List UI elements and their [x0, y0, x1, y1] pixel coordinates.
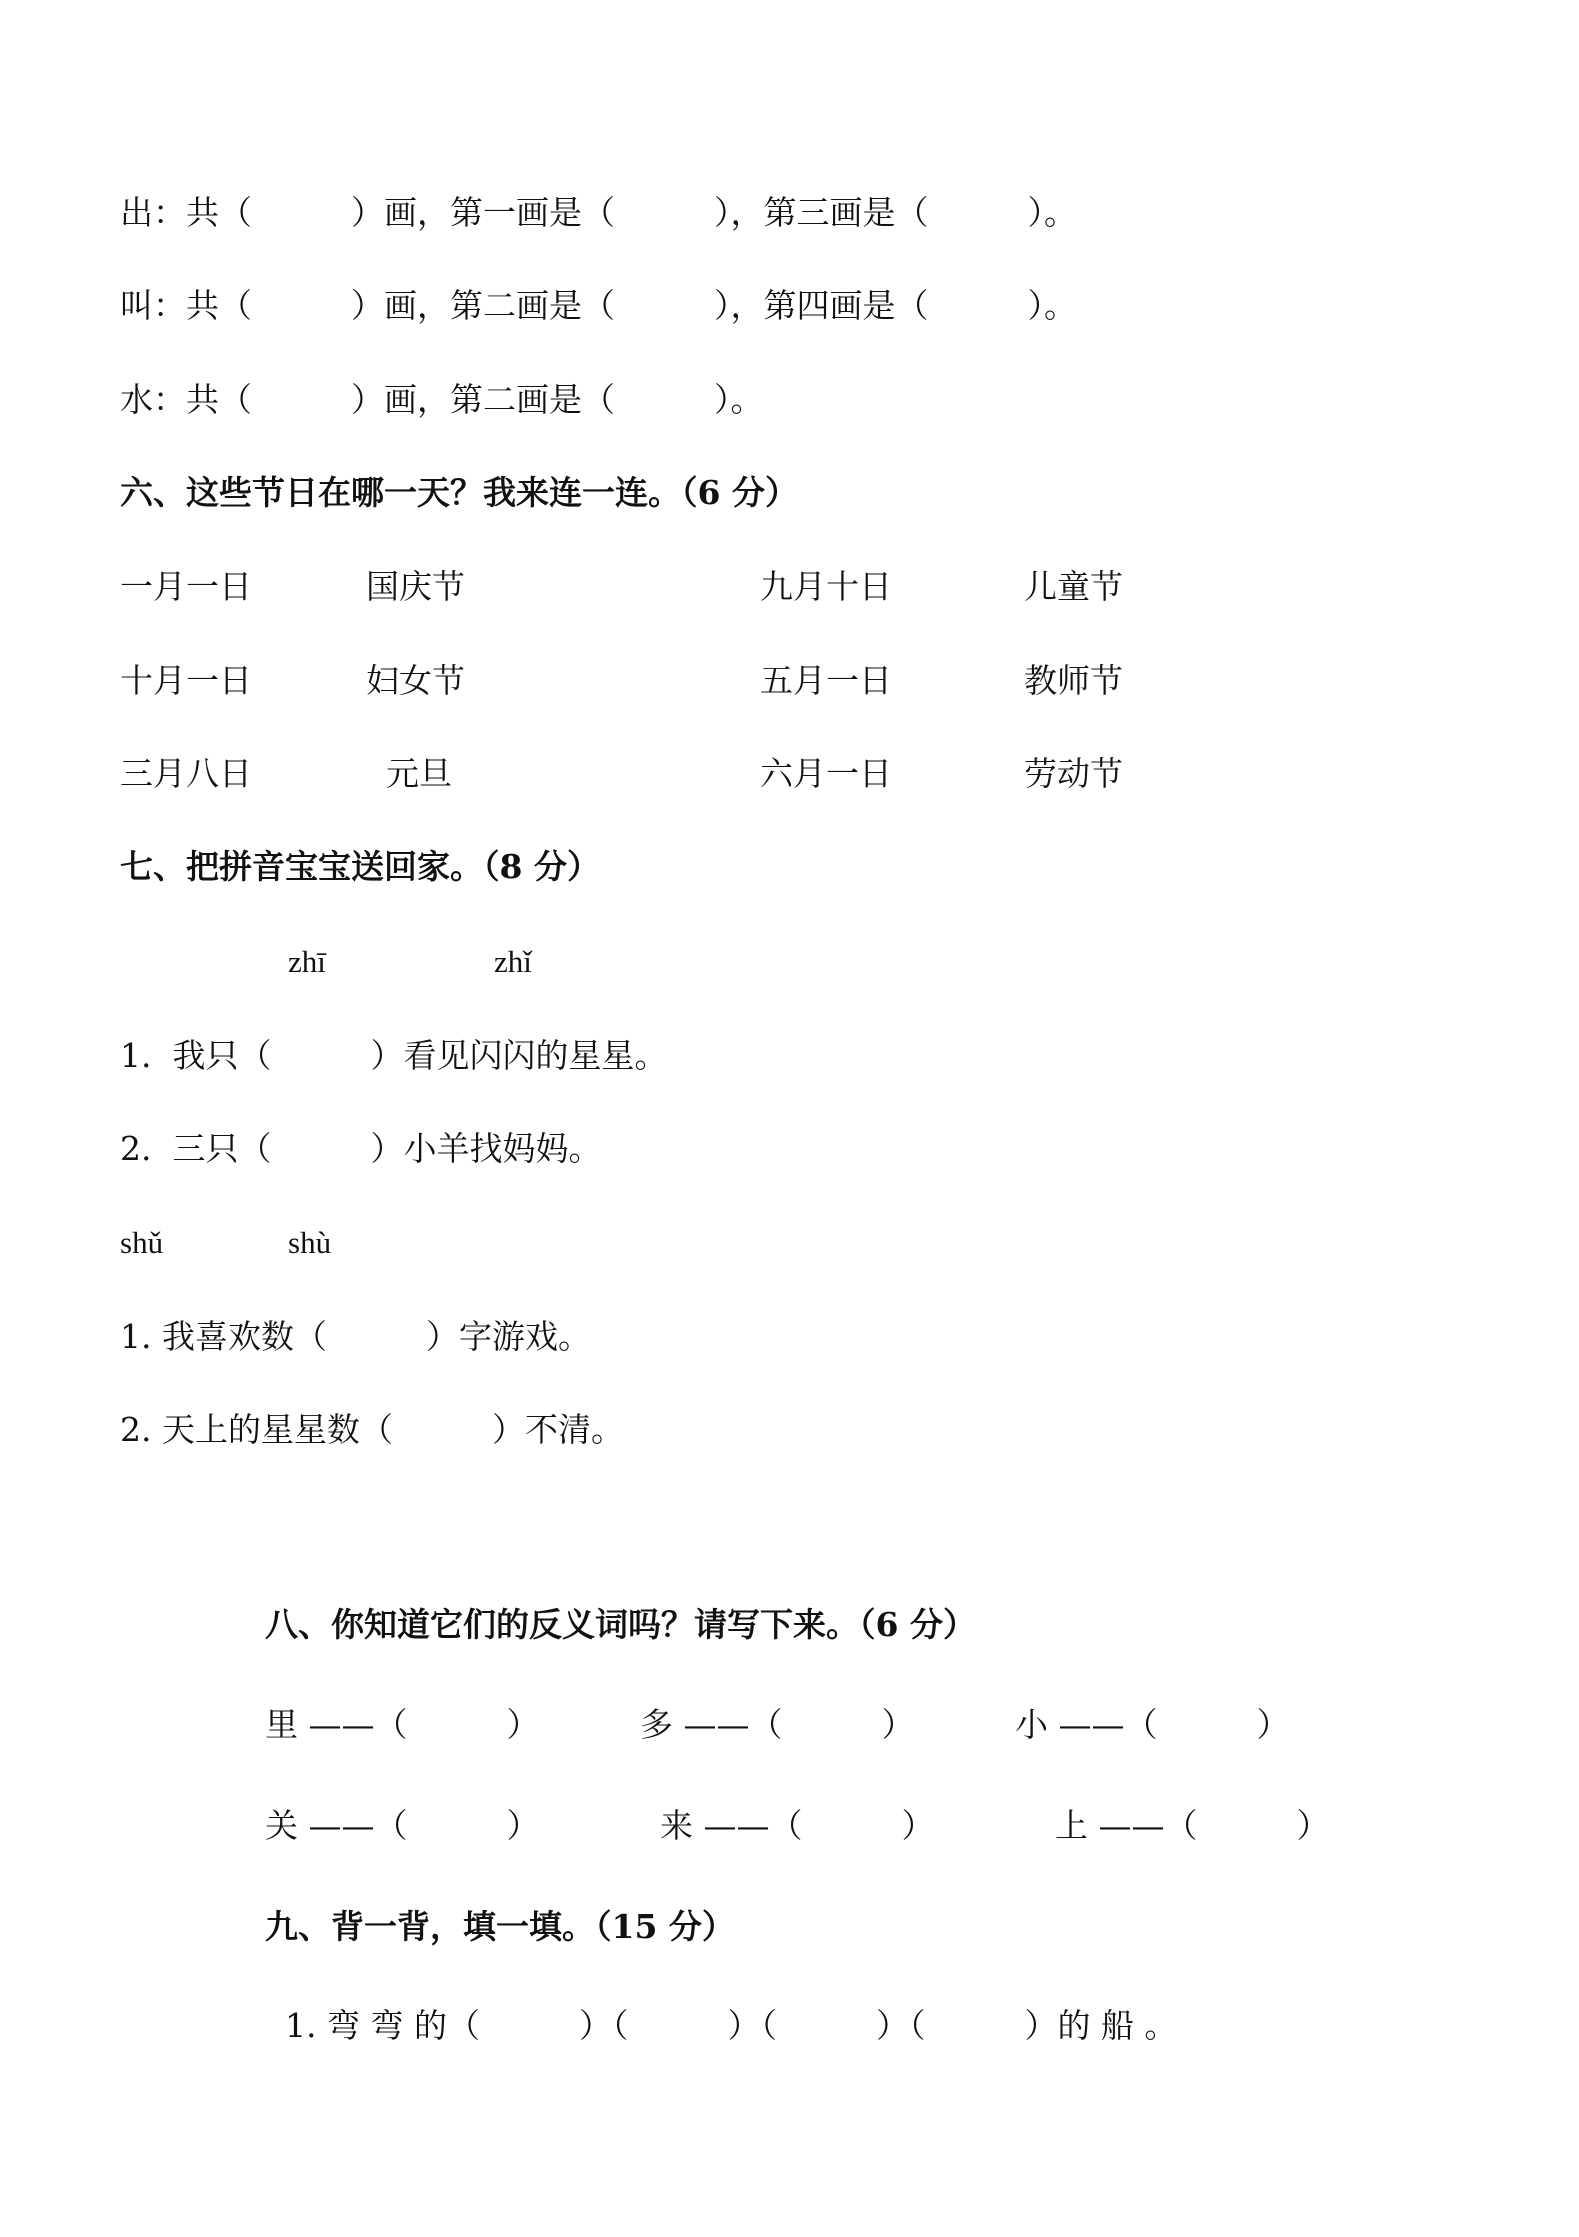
antonym-duo: 多 ——（ ）	[640, 1705, 915, 1744]
section-7-title: 七、把拼音宝宝送回家。（8 分）	[120, 847, 600, 886]
antonym-guan: 关 ——（ ）	[265, 1806, 540, 1845]
pinyin-line-4: 2. 天上的星星数（ ）不清。	[120, 1410, 624, 1449]
pinyin-shu4: shù	[288, 1225, 332, 1260]
date-left-3: 三月八日	[120, 754, 252, 793]
festival-left-1: 国庆节	[366, 567, 465, 606]
festival-right-3: 劳动节	[1024, 754, 1123, 793]
antonym-lai: 来 ——（ ）	[660, 1806, 935, 1845]
festival-left-2: 妇女节	[366, 661, 465, 700]
recite-line-1: 1. 弯 弯 的（ ）（ ）（ ）（ ）的 船 。	[285, 2006, 1178, 2045]
section-6-title: 六、这些节日在哪一天？我来连一连。（6 分）	[120, 473, 798, 512]
date-left-2: 十月一日	[120, 661, 252, 700]
date-right-1: 九月十日	[760, 567, 892, 606]
stroke-question-shui: 水：共（ ）画，第二画是（ ）。	[120, 380, 764, 419]
date-right-3: 六月一日	[760, 754, 892, 793]
stroke-question-chu: 出：共（ ）画，第一画是（ ），第三画是（ ）。	[120, 193, 1077, 232]
date-left-1: 一月一日	[120, 567, 252, 606]
pinyin-zhi3: zhǐ	[494, 944, 532, 979]
pinyin-line-2: 2. 三只（ ）小羊找妈妈。	[120, 1129, 602, 1168]
festival-right-2: 教师节	[1024, 661, 1123, 700]
pinyin-line-3: 1. 我喜欢数（ ）字游戏。	[120, 1317, 591, 1356]
section-9-title: 九、背一背，填一填。（15 分）	[265, 1907, 735, 1946]
pinyin-line-1: 1. 我只（ ）看见闪闪的星星。	[120, 1036, 668, 1075]
festival-right-1: 儿童节	[1024, 567, 1123, 606]
festival-left-3: 元旦	[386, 754, 452, 793]
section-8-title: 八、你知道它们的反义词吗？请写下来。（6 分）	[265, 1605, 976, 1644]
pinyin-zhi1: zhī	[288, 944, 326, 979]
antonym-xiao: 小 ——（ ）	[1015, 1705, 1290, 1744]
stroke-question-jiao: 叫：共（ ）画，第二画是（ ），第四画是（ ）。	[120, 286, 1077, 325]
date-right-2: 五月一日	[760, 661, 892, 700]
antonym-shang: 上 ——（ ）	[1055, 1806, 1330, 1845]
antonym-li: 里 ——（ ）	[265, 1705, 540, 1744]
pinyin-shu3: shǔ	[120, 1225, 164, 1260]
